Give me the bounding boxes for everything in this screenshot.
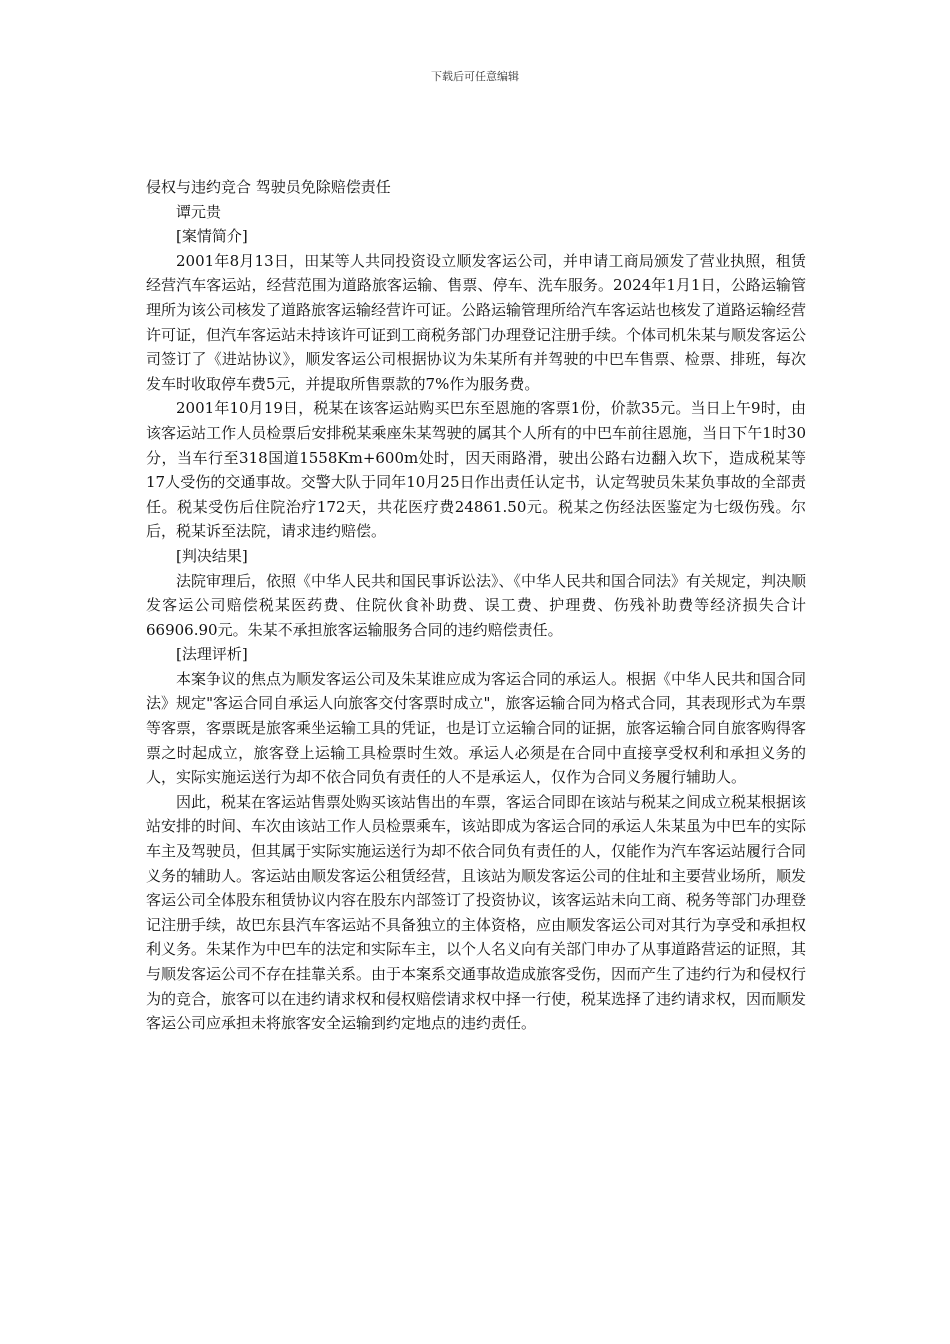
paragraph: 因此，税某在客运站售票处购买该站售出的车票，客运合同即在该站与税某之间成立税某根据该站安排的时间、车次由该站工作人员检票乘车，该站即成为客运合同的承运人朱某虽为中巴车的实际车主及驾驶员，但其属于实际实施运送行为却不依合同负有责任的人，仅能作为汽车客运站履行合同义务的辅助人。客运站由顺发客运公租赁经营，且该站为顺发客运公司的住址和主要营业场所，顺发客运公司全体股东租赁协议内容在股东内部签订了投资协议，该客运站未向工商、税务等部门办理登记注册手续，故巴东县汽车客运站不具备独立的主体资格，应由顺发客运公司对其行为享受和承担权利义务。朱某作为中巴车的法定和实际车主，以个人名义向有关部门申办了从事道路营运的证照，其与顺发客运公司不存在挂靠关系。由于本案系交通事故造成旅客受伤，因而产生了违约行为和侵权行为的竞合，旅客可以在违约请求权和侵权赔偿请求权中择一行使，税某选择了违约请求权，因而顺发客运公司应承担未将旅客安全运输到约定地点的违约责任。 <box>146 792 807 1033</box>
page-header-note: 下载后可任意编辑 <box>431 70 519 83</box>
paragraph: 本案争议的焦点为顺发客运公司及朱某谁应成为客运合同的承运人。根据《中华人民共和国合同法》规定"客运合同自承运人向旅客交付客票时成立"，旅客运输合同为格式合同，其表现形式为车票等客票，客票既是旅客乘坐运输工具的凭证，也是订立运输合同的证据，旅客运输合同自旅客购得客票之时起成立，旅客登上运输工具检票时生效。承运人必须是在合同中直接享受权利和承担义务的人，实际实施运送行为却不依合同负有责任的人不是承运人，仅作为合同义务履行辅助人。 <box>146 669 807 787</box>
section-heading-analysis: [法理评析] <box>176 645 248 664</box>
article-title: 侵权与违约竞合 驾驶员免除赔偿责任 <box>146 178 391 196</box>
paragraph: 法院审理后，依照《中华人民共和国民事诉讼法》、《中华人民共和国合同法》有关规定，判决顺发客运公司赔偿税某医药费、住院伙食补助费、误工费、护理费、伤残补助费等经济损失合计66906.90元。朱某不承担旅客运输服务合同的违约赔偿责任。 <box>146 571 807 639</box>
document-body <box>146 175 806 1036</box>
section-heading-case: [案情简介] <box>176 227 248 246</box>
section-heading-judgment: [判决结果] <box>176 546 248 565</box>
paragraph: 2001年8月13日，田某等人共同投资设立顺发客运公司，并申请工商局颁发了营业执照，租赁经营汽车客运站，经营范围为道路旅客运输、售票、停车、洗车服务。2024年1月1日，公路运输管理所为该公司核发了道路旅客运输经营许可证。公路运输管理所给汽车客运站也核发了道路运输经营许可证，但汽车客运站未持该许可证到工商税务部门办理登记注册手续。个体司机朱某与顺发客运公司签订了《进站协议》，顺发客运公司根据协议为朱某所有并驾驶的中巴车售票、检票、排班，每次发车时收取停车费5元，并提取所售票款的7%作为服务费。 <box>146 251 807 393</box>
paragraph: 2001年10月19日，税某在该客运站购买巴东至恩施的客票1份，价款35元。当日上午9时，由该客运站工作人员检票后安排税某乘座朱某驾驶的属其个人所有的中巴车前往恩施，当日下午1时30分，当车行至318国道1558Km+600m处时，因天雨路滑，驶出公路右边翻入坎下，造成税某等17人受伤的交通事故。交警大队于同年10月25日作出责任认定书，认定驾驶员朱某负事故的全部责任。税某受伤后住院治疗172天，共花医疗费24861.50元。税某之伤经法医鉴定为七级伤残。尔后，税某诉至法院，请求违约赔偿。 <box>146 399 806 541</box>
article-author: 谭元贵 <box>176 202 222 221</box>
